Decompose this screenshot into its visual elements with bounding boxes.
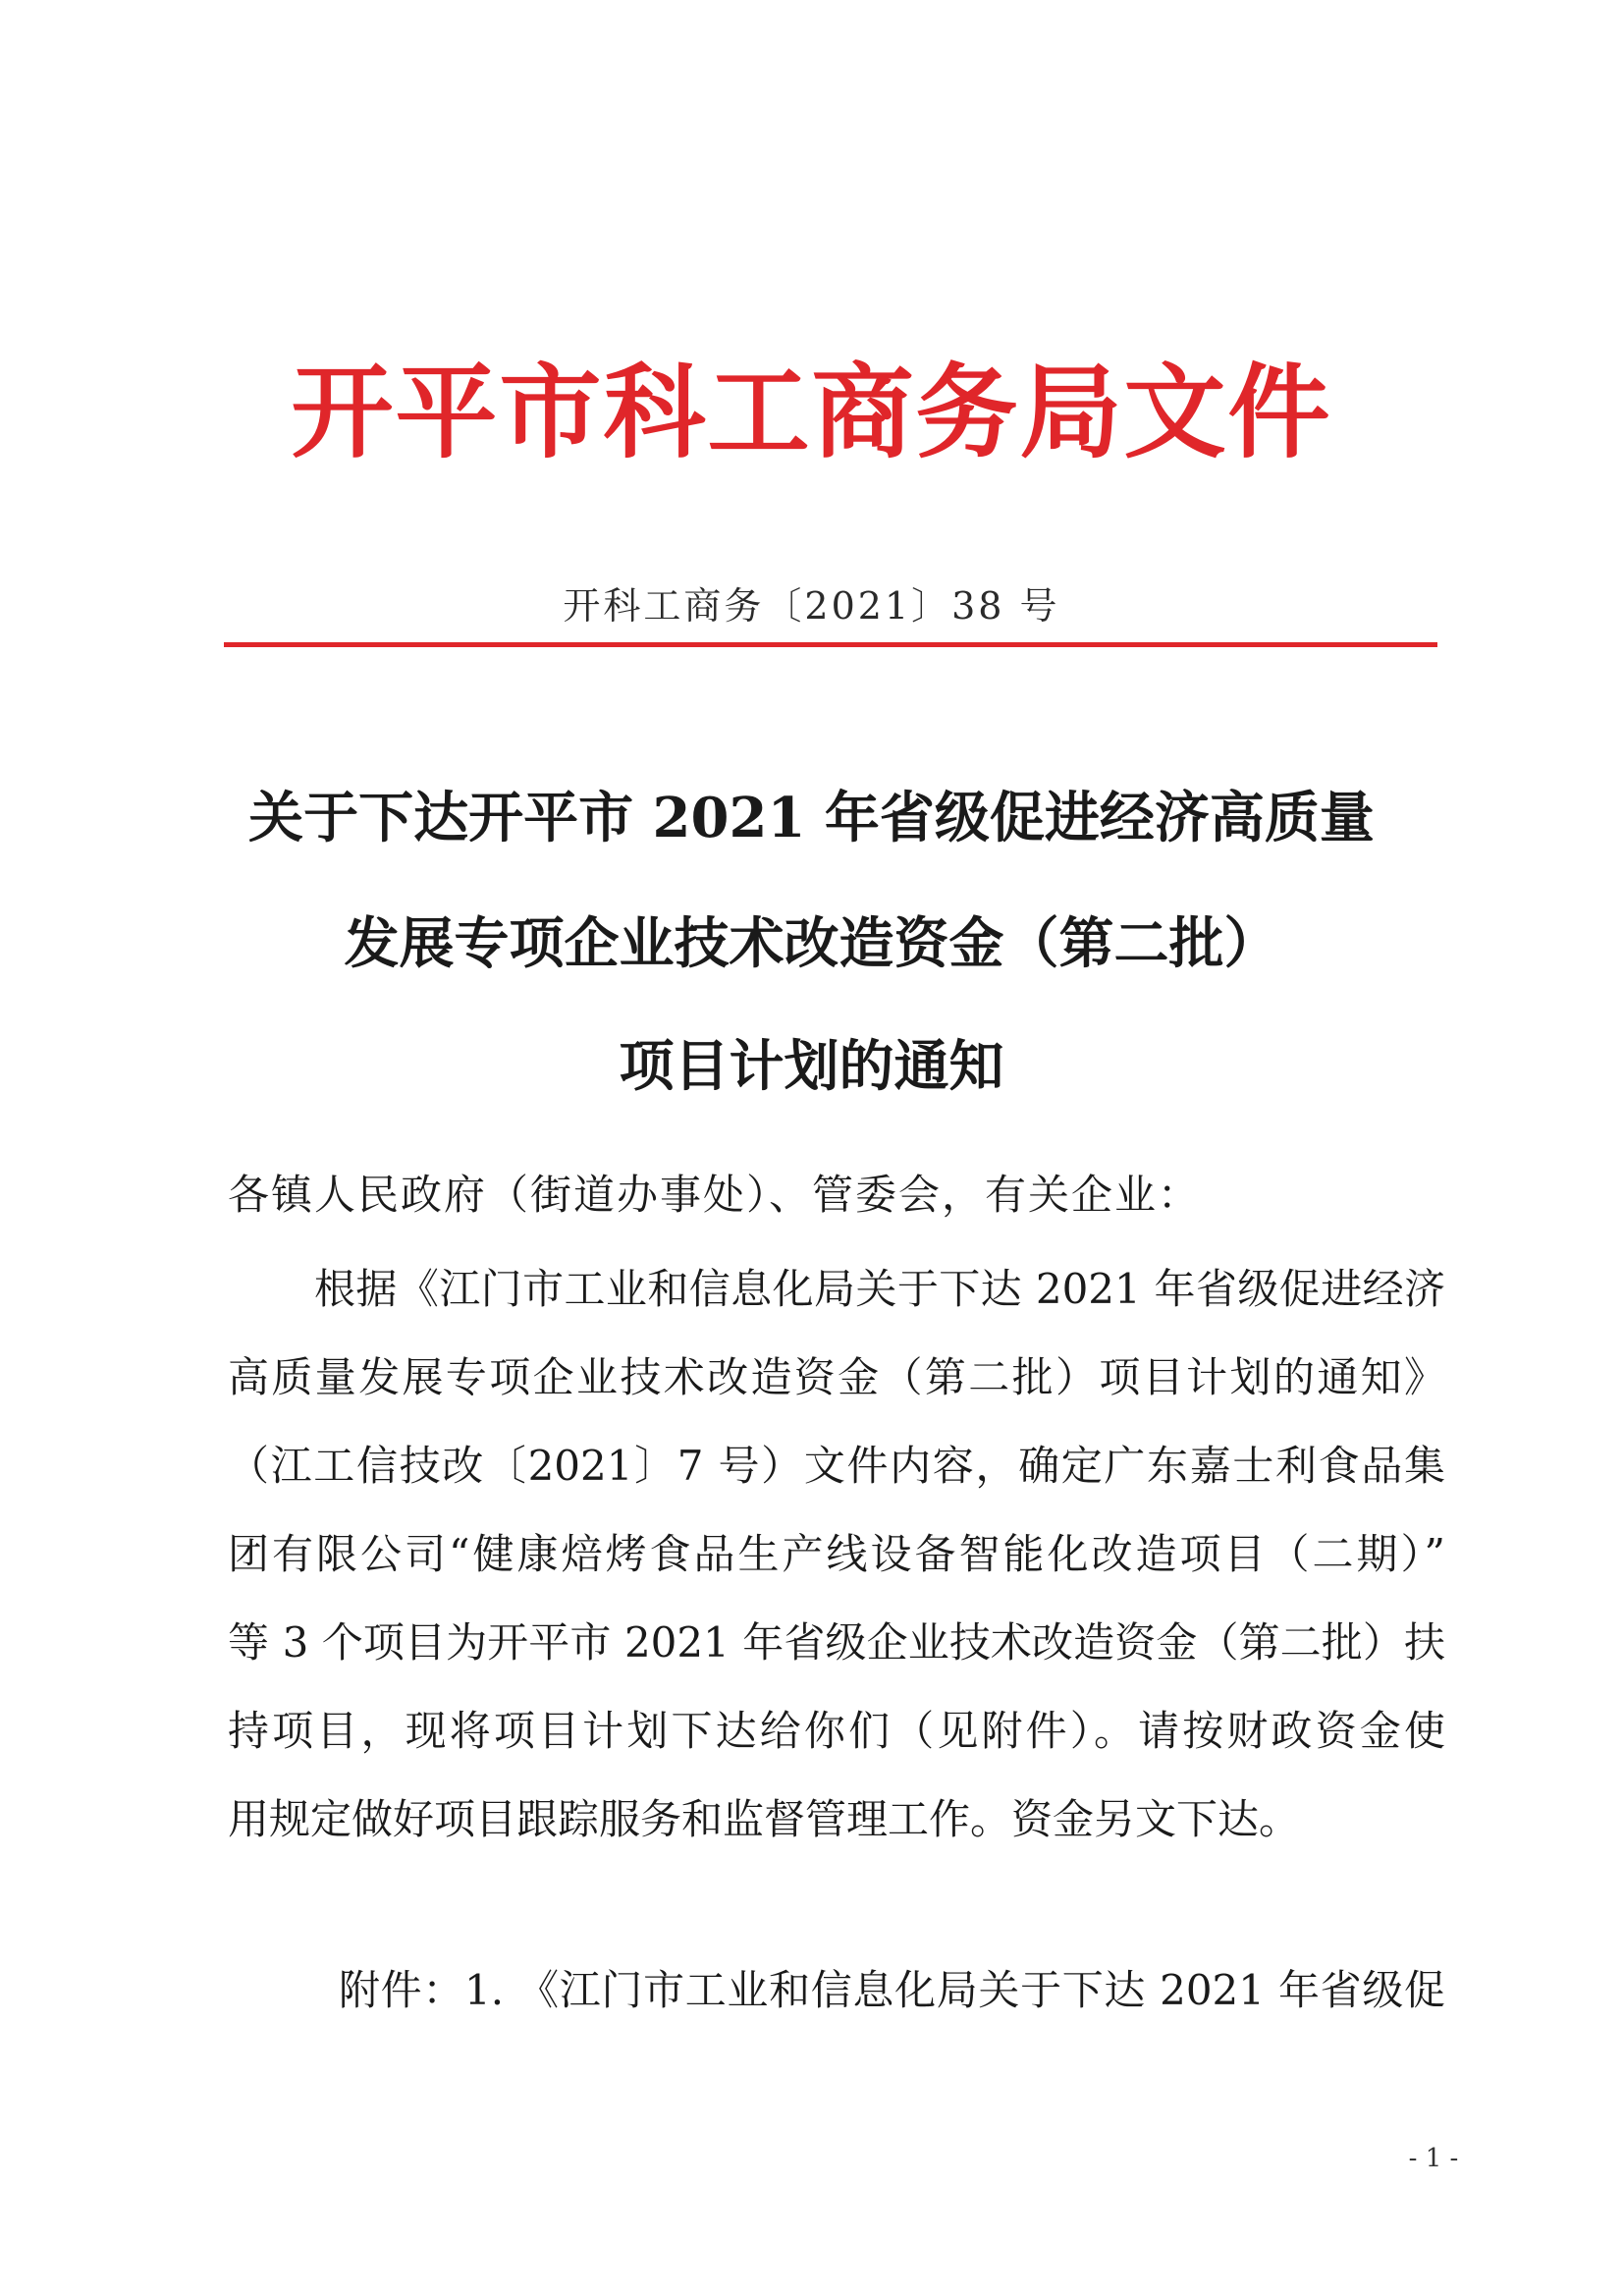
document-title-line-2: 发展专项企业技术改造资金（第二批） xyxy=(344,911,1279,976)
body-line: 用规定做好项目跟踪服务和监督管理工作。资金另文下达。 xyxy=(228,1795,1301,1843)
red-divider xyxy=(224,642,1437,647)
body-line: 等 3 个项目为开平市 2021 年省级企业技术改造资金（第二批）扶 xyxy=(228,1618,1445,1667)
document-title-line-1: 关于下达开平市 2021 年省级促进经济高质量 xyxy=(248,786,1375,850)
body-line: 持项目，现将项目计划下达给你们（见附件）。请按财政资金使 xyxy=(228,1707,1445,1755)
body-line: 根据《江门市工业和信息化局关于下达 2021 年省级促进经济 xyxy=(314,1265,1445,1313)
attachment-line: 附件：1. 《江门市工业和信息化局关于下达 2021 年省级促 xyxy=(339,1966,1445,2014)
document-masthead: 开平市科工商务局文件 xyxy=(291,352,1332,472)
body-line: 高质量发展专项企业技术改造资金（第二批）项目计划的通知》 xyxy=(228,1353,1445,1401)
body-line: （江工信技改〔2021〕7 号）文件内容，确定广东嘉士利食品集 xyxy=(228,1442,1445,1490)
salutation: 各镇人民政府（街道办事处）、管委会，有关企业： xyxy=(228,1171,1202,1219)
document-title-line-3: 项目计划的通知 xyxy=(619,1034,1004,1099)
page-number: - 1 - xyxy=(1408,2144,1459,2173)
document-number: 开科工商务〔2021〕38 号 xyxy=(563,584,1060,628)
body-line: 团有限公司“健康焙烤食品生产线设备智能化改造项目（二期）” xyxy=(228,1530,1445,1578)
